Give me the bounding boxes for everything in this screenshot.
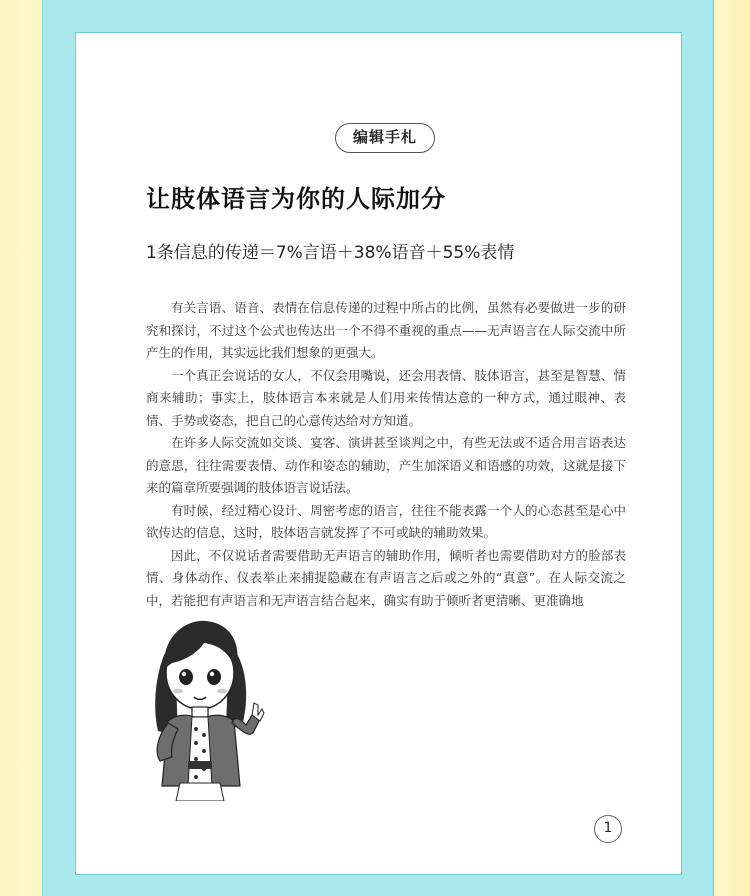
cartoon-woman-illustration bbox=[138, 611, 270, 801]
section-tag: 编辑手札 bbox=[335, 123, 435, 153]
article-body bbox=[146, 297, 626, 612]
paragraph: 在许多人际交流如交谈、宴客、演讲甚至谈判之中，有些无法或不适合用言语表达的意思，往往需要表情、动作和姿态的辅助，产生加深语义和语感的功效，这就是接下来的篇章所要强调的肢体语言说话法。 bbox=[146, 435, 626, 495]
paragraph: 有关言语、语音、表情在信息传递的过程中所占的比例，虽然有必要做进一步的研究和探讨，不过这个公式也传达出一个不得不重视的重点——无声语言在人际交流中所产生的作用，其实远比我们想象的更强大。 bbox=[146, 300, 626, 360]
article-subtitle: 1条信息的传递＝7%言语＋38%语音＋55%表情 bbox=[146, 243, 515, 263]
paragraph: 一个真正会说话的女人，不仅会用嘴说，还会用表情、肢体语言，甚至是智慧、情商来辅助；事实上，肢体语言本来就是人们用来传情达意的一种方式，通过眼神、表情、手势或姿态，把自己的心意传达给对方知道。 bbox=[146, 367, 626, 428]
paragraph: 因此，不仅说话者需要借助无声语言的辅助作用，倾听者也需要借助对方的脸部表情、身体动作、仪表举止来捕捉隐藏在有声语言之后或之外的“真意”。在人际交流之中，若能把有声语言和无声语言结合起来，确实有助于倾听者更清晰、更准确地 bbox=[146, 547, 626, 608]
article-title: 让肢体语言为你的人际加分 bbox=[146, 184, 446, 213]
page-number: 1 bbox=[594, 815, 622, 843]
paragraph: 有时候，经过精心设计、周密考虑的语言，往往不能表露一个人的心态甚至是心中欲传达的信息，这时，肢体语言就发挥了不可或缺的辅助效果。 bbox=[146, 502, 626, 540]
book-page bbox=[75, 32, 682, 875]
